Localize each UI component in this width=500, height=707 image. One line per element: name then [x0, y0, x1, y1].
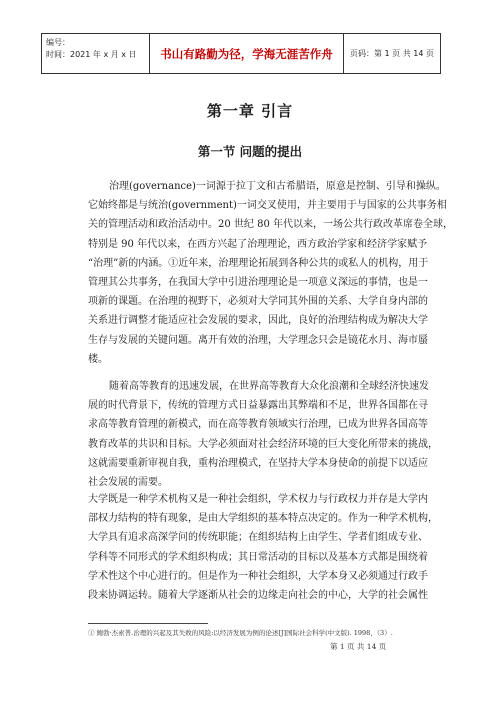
text-line: 楼。 — [88, 353, 108, 365]
text-line: 社会发展的需要。 — [88, 476, 168, 488]
paragraph-2 — [88, 377, 438, 492]
text-line: 管理其公共事务，在我国大学中引进治理理论是一项意义深远的事情，也是一 — [88, 276, 428, 288]
text-line: 关系进行调整才能适应社会发展的要求，因此，良好的治理结构成为解决大学 — [88, 315, 428, 327]
text-line: 生存与发展的关键问题。离开有效的治理，大学理念只会是镜花水月、海市蜃 — [88, 334, 428, 346]
text-line: 这就需要重新审视自我，重构治理模式，在坚持大学本身使命的前提下以适应 — [88, 457, 428, 469]
paragraph-3 — [88, 490, 438, 605]
text-line: 教育改革的共识和目标。大学必须面对社会经济环境的巨大变化所带来的挑战， — [88, 438, 438, 450]
text-line: 关的管理活动和政治活动中。20 世纪 80 年代以来，一场公共行政改革席卷全球， — [88, 219, 453, 231]
header-motto: 书山有路勤为径，学海无涯苦作舟 — [150, 34, 344, 73]
text-line: 段来协调运转。随着大学逐渐从社会的边缘走向社会的中心，大学的社会属性 — [88, 589, 428, 601]
text-line: 求高等教育管理的新模式，而在高等教育领域实行治理，已成为世界各国高等 — [88, 419, 428, 431]
header-time-label: 时间：2021 年 x 月 x 日 — [46, 50, 137, 59]
text-line: 它始终都是与统治(government)一词交叉使用，并主要用于与国家的公共事务相 — [88, 200, 447, 212]
text-line: 治理(governance)一词源于拉丁文和古希腊语，原意是控制、引导和操纵。 — [109, 181, 446, 192]
text-line: 部权力结构的特有现象，是由大学组织的基本特点决定的。作为一种学术机构， — [88, 513, 438, 525]
footnote-divider — [88, 623, 208, 624]
text-line: 展的时代背景下，传统的管理方式日益暴露出其弊端和不足，世界各国都在寻 — [88, 400, 428, 412]
section-title: 第一节 问题的提出 — [197, 144, 303, 159]
text-line: 项新的课题。在治理的视野下，必须对大学同其外围的关系、大学自身内部的 — [88, 296, 428, 308]
text-line: 学术性这个中心进行的。但是作为一种社会组织，大学本身又必须通过行政手 — [88, 570, 428, 582]
header-meta — [42, 34, 150, 73]
chapter-title: 第一章 引言 — [206, 102, 294, 120]
text-line: “治理”新的内涵。①近年来，治理理论拓展到各种公共的或私人的机构，用于 — [88, 257, 429, 269]
paragraph-1 — [88, 177, 453, 369]
text-line: 大学既是一种学术机构又是一种社会组织，学术权力与行政权力并存是大学内 — [88, 494, 428, 505]
text-line: 大学具有追求高深学问的传统职能；在组织结构上由学生、学者们组成专业、 — [88, 532, 428, 544]
header-number-label: 编号： — [46, 38, 70, 47]
text-line: 学科等不同形式的学术组织构成；其日常活动的目标以及基本方式都是围绕着 — [88, 551, 428, 563]
text-line: 特别是 90 年代以来，在西方兴起了治理理论，西方政治学家和经济学家赋予 — [88, 238, 428, 250]
page-header — [41, 33, 441, 74]
header-page-info: 页码：第 1 页 共 14 页 — [350, 49, 434, 58]
text-line: 随着高等教育的迅速发展，在世界高等教育大众化浪潮和全球经济快速发 — [109, 381, 429, 392]
footnote: ① 鲍勃·杰索普.治理的兴起及其失败的风险:以经济发展为例的论述[J]国际社会科学(中文版). 1998，（3）. — [88, 629, 393, 637]
page-number: 第 1 页 共 14 页 — [330, 642, 387, 651]
